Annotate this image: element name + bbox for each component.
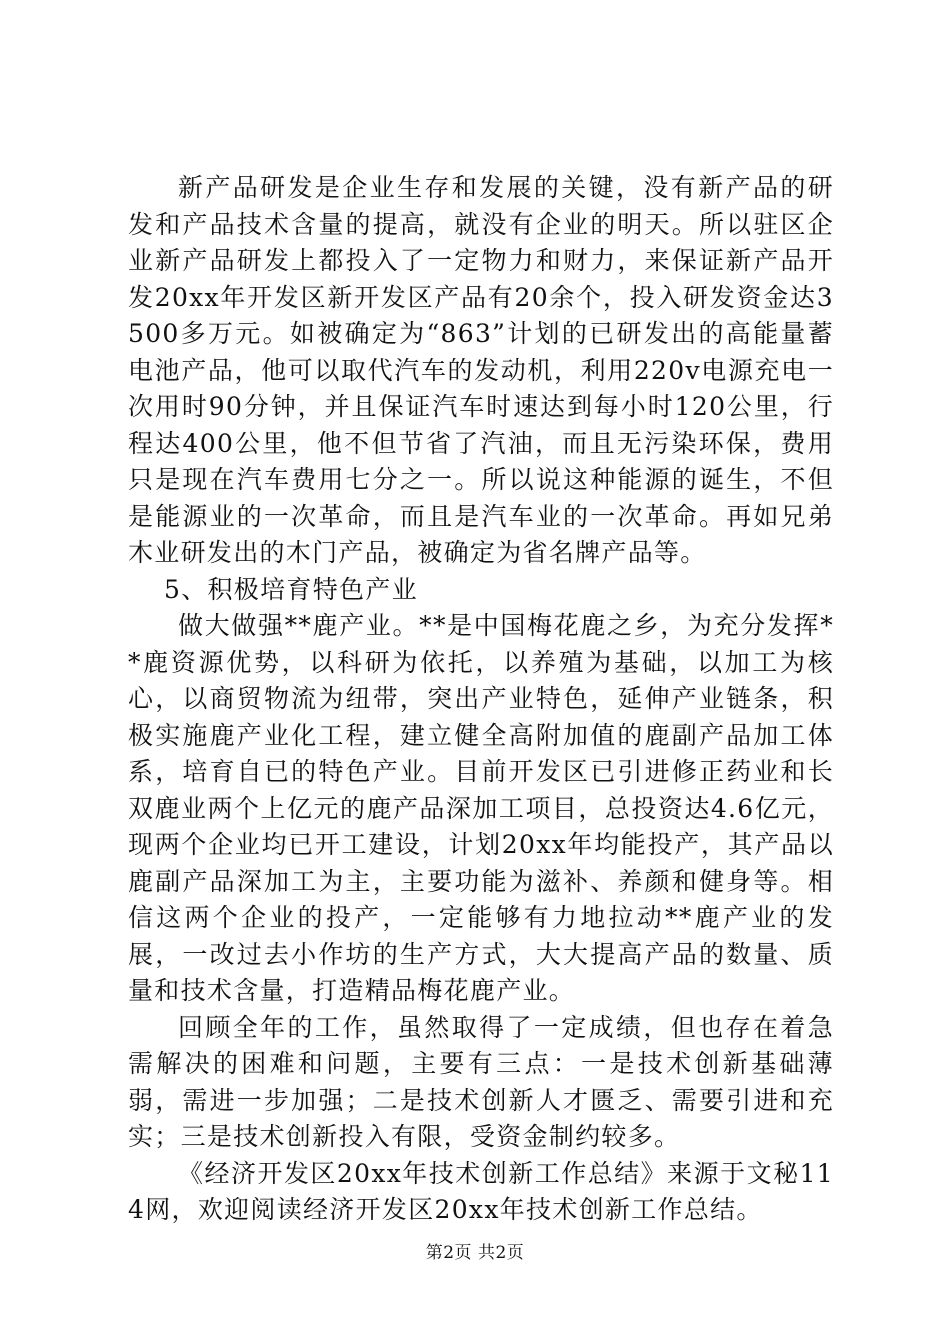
page-footer: 第2页 共2页 (425, 1243, 525, 1263)
document-body (128, 170, 834, 1229)
paragraph-new-product-rd: 新产品研发是企业生存和发展的关键，没有新产品的研发和产品技术含量的提高，就没有企业的明天。所以驻区企业新产品研发上都投入了一定物力和财力，来保证新产品开发20xx年开发区新开发区产品有20余个，投入研发资金达3500多万元。如被确定为“863”计划的已研发出的高能量蓄电池产品，他可以取代汽车的发动机，利用220v电源充电一次用时90分钟，并且保证汽车时速达到每小时120公里，行程达400公里，他不但节省了汽油，而且无污染环保，费用只是现在汽车费用七分之一。所以说这种能源的诞生，不但是能源业的一次革命，而且是汽车业的一次革命。再如兄弟木业研发出的木门产品，被确定为省名牌产品等。 (128, 173, 834, 567)
paragraph-deer-industry: 做大做强**鹿产业。**是中国梅花鹿之乡，为充分发挥**鹿资源优势，以科研为依托，以养殖为基础，以加工为核心，以商贸物流为纽带，突出产业特色，延伸产业链条，积极实施鹿产业化工程，建立健全高附加值的鹿副产品加工体系，培育自已的特色产业。目前开发区已引进修正药业和长双鹿业两个上亿元的鹿产品深加工项目，总投资达4.6亿元，现两个企业均已开工建设，计划20xx年均能投产，其产品以鹿副产品深加工为主，主要功能为滋补、养颜和健身等。相信这两个企业的投产，一定能够有力地拉动**鹿产业的发展，一改过去小作坊的生产方式，大大提高产品的数量、质量和技术含量，打造精品梅花鹿产业。 (128, 611, 834, 1005)
section-heading-special-industry: 5、积极培育特色产业 (164, 574, 418, 604)
paragraph-source-note: 《经济开发区20xx年技术创新工作总结》来源于文秘114网，欢迎阅读经济开发区20xx年技术创新工作总结。 (128, 1158, 834, 1224)
paragraph-review-problems: 回顾全年的工作，虽然取得了一定成绩，但也存在着急需解决的困难和问题，主要有三点：一是技术创新基础薄弱，需进一步加强；二是技术创新人才匮乏、需要引进和充实；三是技术创新投入有限，受资金制约较多。 (128, 1012, 834, 1151)
